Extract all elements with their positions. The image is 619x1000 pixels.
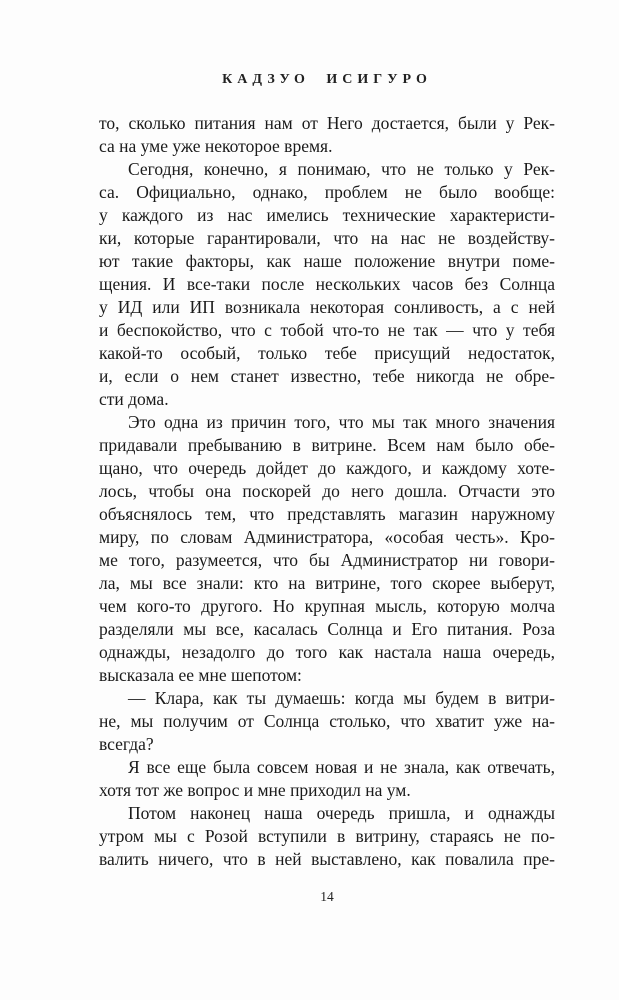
text-line: не, мы получим от Солнца столько, что хватит уже на- [99,711,555,731]
paragraph [99,112,555,158]
text-line: у каждого из нас имелись технические характеристи- [99,205,555,225]
text-line: чем кого-то другого. Но крупная мысль, которую молча [99,596,555,616]
paragraph [99,802,555,871]
text-line: и, если о нем станет известно, тебе никогда не обре- [99,366,555,386]
text-line: ки, которые гарантировали, что на нас не воздейству- [99,228,555,248]
running-header: КАДЗУО ИСИГУРО [222,72,432,87]
paragraph [99,756,555,802]
text-line: какой-то особый, только тебе присущий недостаток, [99,343,555,363]
text-line: щано, что очередь дойдет до каждого, и каждому хоте- [99,458,555,478]
text-line: щения. И все-таки после нескольких часов без Солнца [99,274,555,294]
text-line: у ИД или ИП возникала некоторая сонливость, а с ней [99,297,555,317]
paragraph [99,687,555,756]
page-number: 14 [320,889,334,904]
text-line: и беспокойство, что с тобой что-то не так — что у тебя [99,320,555,340]
text-line: сти дома. [99,389,169,409]
text-line: Потом наконец наша очередь пришла, и однажды [128,803,555,823]
text-line: однажды, незадолго до того как настала наша очередь, [99,642,555,662]
text-line: са на уме уже некоторое время. [99,136,333,156]
text-line: разделяли мы все, касалась Солнца и Его питания. Роза [99,619,555,639]
text-line: — Клара, как ты думаешь: когда мы будем в витри- [128,688,555,708]
text-line: лось, чтобы она поскорей до него дошла. Отчасти это [99,481,555,501]
text-line: объяснялось тем, что представлять магазин наружному [99,504,555,524]
text-line: ме того, разумеется, что бы Администратор ни говори- [99,550,555,570]
text-line: придавали пребыванию в витрине. Всем нам было обе- [99,435,555,455]
text-line: высказала ее мне шепотом: [99,665,302,685]
paragraph [99,158,555,411]
text-line: хотя тот же вопрос и мне приходил на ум. [99,780,411,800]
paragraph [99,411,555,687]
text-line: утром мы с Розой вступили в витрину, стараясь не по- [99,826,555,846]
text-line: то, сколько питания нам от Него достается, были у Рек- [99,113,555,133]
text-line: Это одна из причин того, что мы так много значения [128,412,555,432]
text-line: са. Официально, однако, проблем не было вообще: [99,182,555,202]
text-line: ют такие факторы, как наше положение внутри поме- [99,251,555,271]
text-line: Сегодня, конечно, я понимаю, что не только у Рек- [128,159,555,179]
text-line: миру, по словам Администратора, «особая честь». Кро- [99,527,555,547]
text-line: ла, мы все знали: кто на витрине, того скорее выберут, [99,573,555,593]
text-line: валить ничего, что в ней выставлено, как повалила пре- [99,849,555,869]
text-line: Я все еще была совсем новая и не знала, как отвечать, [128,757,555,777]
text-line: всегда? [99,734,154,754]
page-body-text [99,112,555,871]
